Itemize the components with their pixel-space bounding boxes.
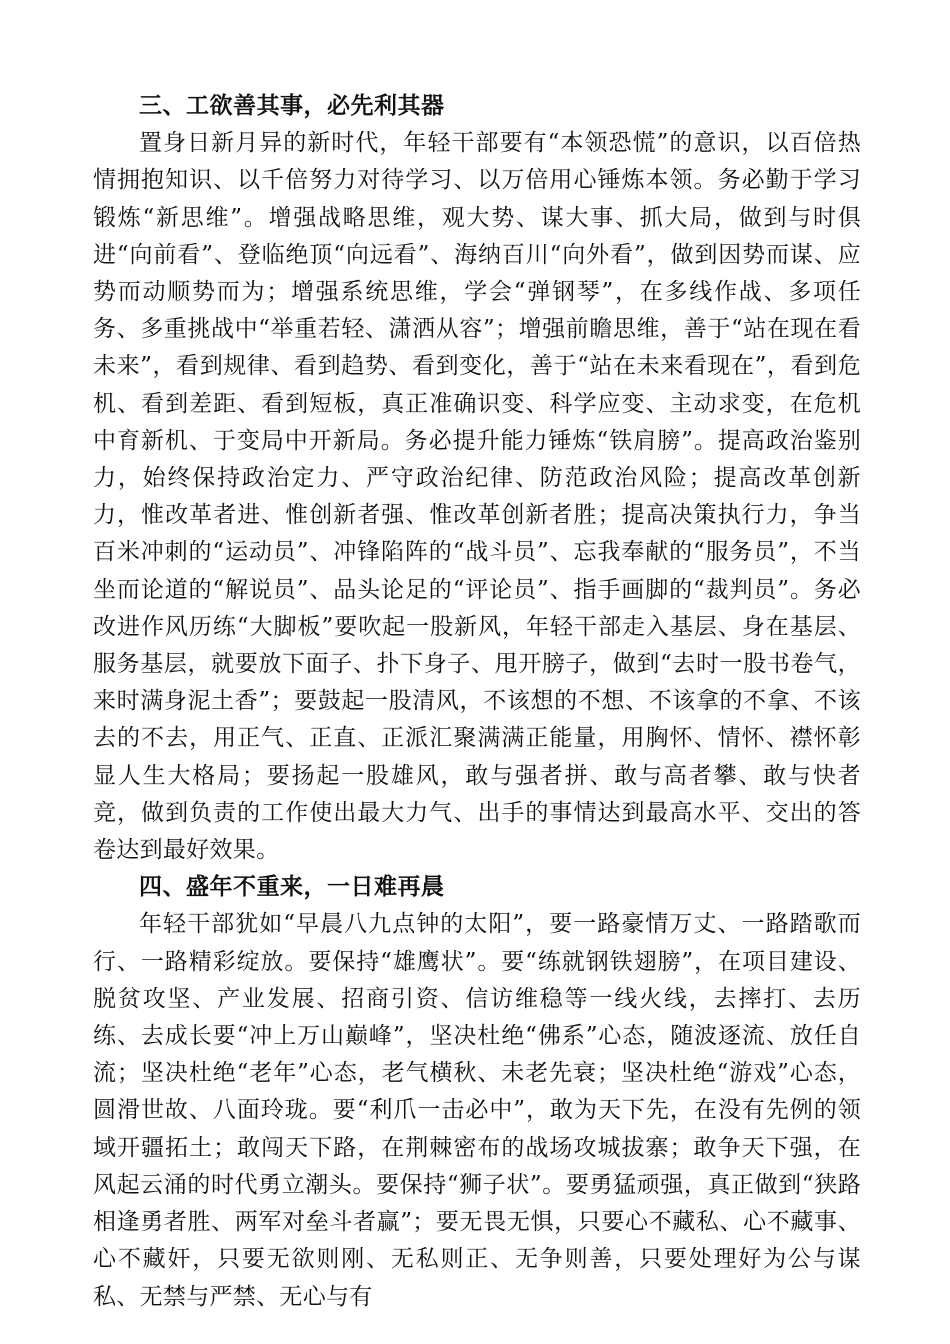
section-3-heading: 三、工欲善其事，必先利其器	[139, 93, 445, 119]
section-3-paragraph: 置身日新月异的新时代，年轻干部要有“本领恐慌”的意识，以百倍热情拥抱知识、以千倍努力对待学习、以万倍用心锤炼本领。务必勤于学习锻炼“新思维”。增强战略思维，观大势、谋大事、抓大局，做到与时俱进“向前看”、登临绝顶“向远看”、海纳百川“向外看”，做到因势而谋、应势而动顺势而为；增强系统思维，学会“弹钢琴”，在多线作战、多项任务、多重挑战中“举重若轻、潇洒从容”；增强前瞻思维，善于“站在现在看未来”，看到规律、看到趋势、看到变化，善于“站在未来看现在”，看到危机、看到差距、看到短板，真正准确识变、科学应变、主动求变，在危机中育新机、于变局中开新局。务必提升能力锤炼“铁肩膀”。提高政治鉴别力，始终保持政治定力、严守政治纪律、防范政治风险；提高改革创新力，惟改革者进、惟创新者强、惟改革创新者胜；提高决策执行力，争当百米冲刺的“运动员”、冲锋陷阵的“战斗员”、忘我奉献的“服务员”，不当坐而论道的“解说员”、品头论足的“评论员”、指手画脚的“裁判员”。务必改进作风历练“大脚板”要吹起一股新风，年轻干部走入基层、身在基层、服务基层，就要放下面子、扑下身子、甩开膀子，做到“去时一股书卷气，来时满身泥土香”；要鼓起一股清风，不该想的不想、不该拿的不拿、不该去的不去，用正气、正直、正派汇聚满满正能量，用胸怀、情怀、襟怀彰显人生大格局；要扬起一股雄风，敢与强者拼、敢与高者攀、敢与快者竞，做到负责的工作使出最大力气、出手的事情达到最高水平、交出的答卷达到最好效果。	[93, 130, 861, 864]
section-4-paragraph: 年轻干部犹如“早晨八九点钟的太阳”，要一路豪情万丈、一路踏歌而行、一路精彩绽放。要保持“雄鹰状”。要“练就钢铁翅膀”，在项目建设、脱贫攻坚、产业发展、招商引资、信访维稳等一线火线，去摔打、去历练、去成长要“冲上万山巅峰”，坚决杜绝“佛系”心态，随波逐流、放任自流；坚决杜绝“老年”心态，老气横秋、未老先衰；坚决杜绝“游戏”心态，圆滑世故、八面玲珑。要“利爪一击必中”，敢为天下先，在没有先例的领域开疆拓土；敢闯天下路，在荆棘密布的战场攻城拔寨；敢争天下强，在风起云涌的时代勇立潮头。要保持“狮子状”。要勇猛顽强，真正做到“狭路相逢勇者胜、两军对垒斗者赢”；要无畏无惧，只要心不藏私、心不藏事、心不藏奸，只要无欲则刚、无私则正、无争则善，只要处理好为公与谋私、无禁与严禁、无心与有	[93, 911, 861, 1310]
document-page	[93, 88, 861, 1316]
section-4-heading: 四、盛年不重来，一日难再晨	[139, 874, 445, 901]
